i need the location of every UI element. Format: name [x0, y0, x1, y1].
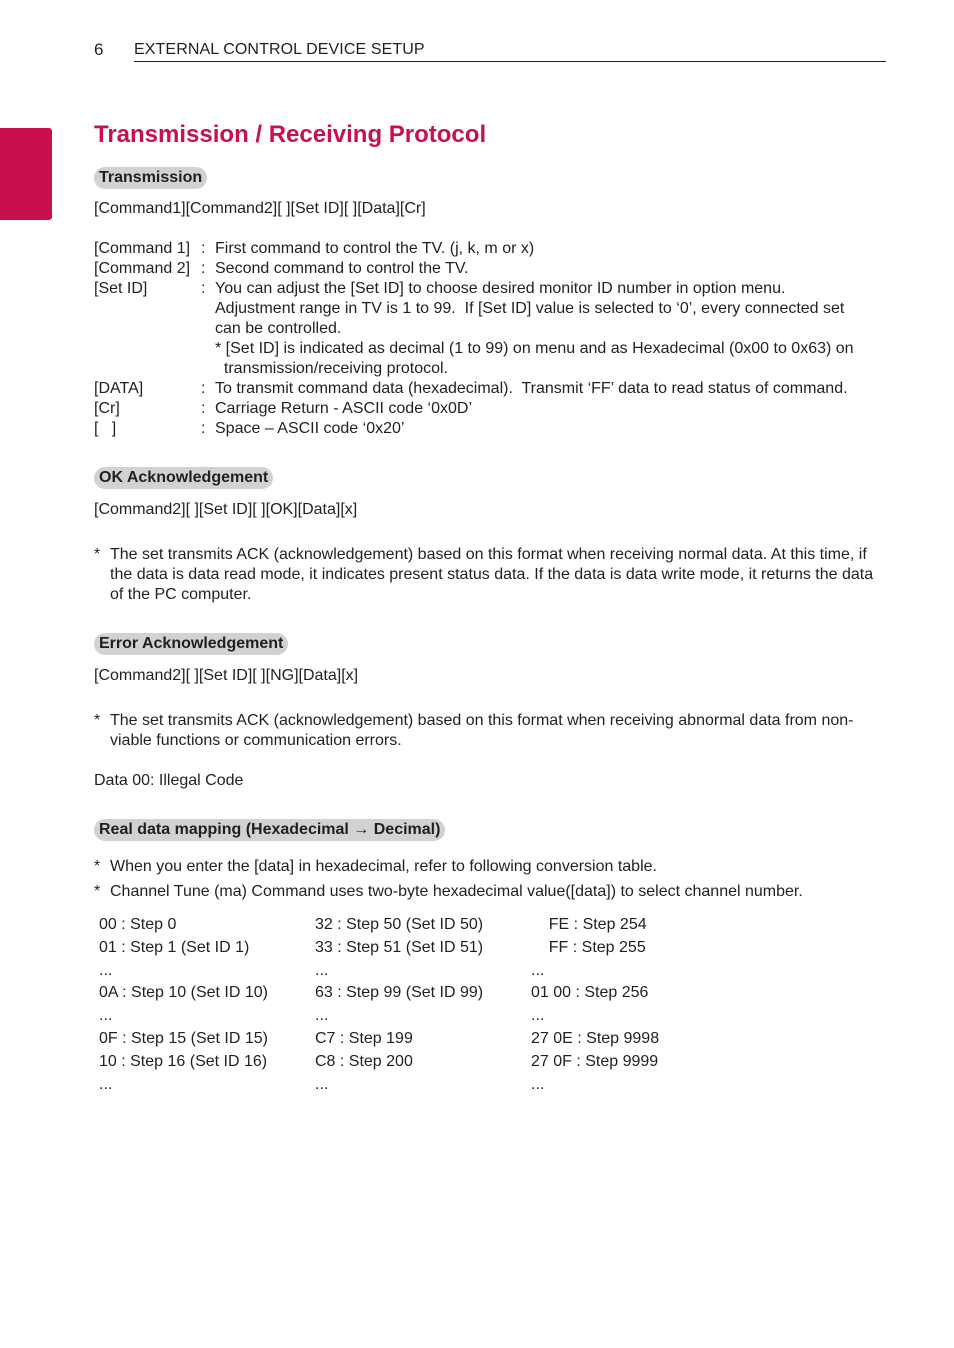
conversion-cell: 27 0E : Step 9998 [531, 1030, 660, 1047]
conversion-cell: 00 : Step 0 [99, 916, 177, 933]
page-title: Transmission / Receiving Protocol [94, 121, 487, 148]
conversion-cell: 01 : Step 1 (Set ID 1) [99, 939, 250, 956]
conversion-cell: FF : Step 255 [531, 939, 646, 956]
conversion-cell: ... [531, 1076, 545, 1093]
conversion-cell: ... [531, 962, 545, 979]
conversion-cell: C7 : Step 199 [315, 1030, 413, 1047]
conversion-cell: ... [99, 962, 113, 979]
definition-term: [Cr] [94, 400, 120, 417]
definition-separator: : [201, 280, 206, 297]
conversion-cell: C8 : Step 200 [315, 1053, 413, 1070]
conversion-cell: ... [99, 1007, 113, 1024]
transmission-format: [Command1][Command2][ ][Set ID][ ][Data][Cr] [94, 200, 426, 217]
conversion-cell: ... [531, 1007, 545, 1024]
conversion-cell: 27 0F : Step 9999 [531, 1053, 659, 1070]
definition-separator: : [201, 400, 206, 417]
conversion-cell: 0F : Step 15 (Set ID 15) [99, 1030, 268, 1047]
definition-text: Space – ASCII code ‘0x20’ [215, 420, 405, 437]
ok-ack-note-mark: * [94, 546, 101, 563]
definition-term: [Set ID] [94, 280, 148, 297]
error-ack-note-mark: * [94, 712, 101, 729]
error-ack-heading: Error Acknowledgement [94, 633, 288, 655]
conversion-cell: 10 : Step 16 (Set ID 16) [99, 1053, 268, 1070]
definition-text: To transmit command data (hexadecimal). Transmit ‘FF’ data to read status of command. [215, 380, 848, 397]
definition-text: Carriage Return - ASCII code ‘0x0D’ [215, 400, 472, 417]
language-tab-label: ENGLISH [25, 253, 40, 315]
conversion-cell: 32 : Step 50 (Set ID 50) [315, 916, 484, 933]
definition-term: [ ] [94, 420, 117, 437]
conversion-cell: 0A : Step 10 (Set ID 10) [99, 984, 268, 1001]
definition-separator: : [201, 260, 206, 277]
transmission-heading: Transmission [94, 167, 207, 189]
conversion-cell: 33 : Step 51 (Set ID 51) [315, 939, 484, 956]
ok-ack-heading: OK Acknowledgement [94, 467, 273, 489]
definition-text: Adjustment range in TV is 1 to 99. If [Set ID] value is selected to ‘0’, every connected set [215, 300, 845, 317]
definition-separator: : [201, 380, 206, 397]
definition-text: Second command to control the TV. [215, 260, 469, 277]
mapping-note: Channel Tune (ma) Command uses two-byte hexadecimal value([data]) to select channel number. [110, 883, 803, 900]
conversion-cell: 63 : Step 99 (Set ID 99) [315, 984, 484, 1001]
definition-term: [Command 2] [94, 260, 191, 277]
header-rule [134, 61, 886, 62]
definition-text: First command to control the TV. (j, k, m or x) [215, 240, 535, 257]
definition-term: [DATA] [94, 380, 144, 397]
definition-text: transmission/receiving protocol. [215, 360, 448, 377]
error-ack-format: [Command2][ ][Set ID][ ][NG][Data][x] [94, 667, 359, 684]
definition-text: You can adjust the [Set ID] to choose desired monitor ID number in option menu. [215, 280, 786, 297]
conversion-cell: FE : Step 254 [531, 916, 647, 933]
conversion-cell: ... [315, 1076, 329, 1093]
conversion-cell: ... [315, 1007, 329, 1024]
illegal-code-line: Data 00: Illegal Code [94, 772, 244, 789]
conversion-cell: ... [99, 1076, 113, 1093]
page-number: 6 [94, 40, 104, 59]
section-header: EXTERNAL CONTROL DEVICE SETUP [134, 41, 425, 58]
ok-ack-format: [Command2][ ][Set ID][ ][OK][Data][x] [94, 501, 358, 518]
conversion-cell: 01 00 : Step 256 [531, 984, 649, 1001]
definition-term: [Command 1] [94, 240, 191, 257]
conversion-cell: ... [315, 962, 329, 979]
mapping-heading: Real data mapping (Hexadecimal → Decimal) [94, 819, 445, 841]
mapping-note-mark: * [94, 858, 101, 875]
definition-separator: : [201, 420, 206, 437]
mapping-note-mark: * [94, 883, 101, 900]
ok-ack-note: The set transmits ACK (acknowledgement) based on this format when receiving normal data. At this time, if the data is data read mode, it indicates present status data. If the data is data write mode, it returns the data of the PC computer. [110, 546, 874, 603]
definition-text: * [Set ID] is indicated as decimal (1 to 99) on menu and as Hexadecimal (0x00 to 0x63) on [215, 340, 854, 357]
error-ack-note: The set transmits ACK (acknowledgement) based on this format when receiving abnormal data from non-viable functions or communication errors. [110, 712, 854, 749]
definition-text: can be controlled. [215, 320, 342, 337]
language-tab [0, 128, 52, 315]
mapping-note: When you enter the [data] in hexadecimal, refer to following conversion table. [110, 858, 657, 875]
definition-separator: : [201, 240, 206, 257]
